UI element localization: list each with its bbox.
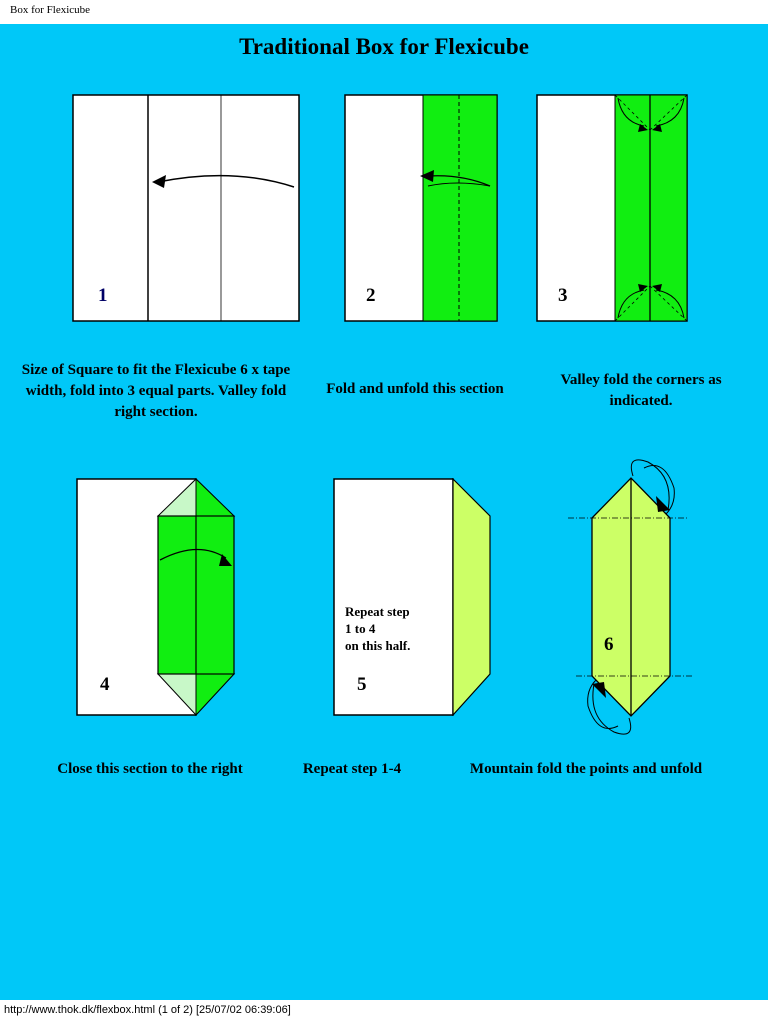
- step-5-note-line-3: on this half.: [345, 638, 411, 653]
- print-footer: http://www.thok.dk/flexbox.html (1 of 2) [25/07/02 06:39:06]: [4, 1004, 291, 1016]
- step-6-diagram: [566, 458, 696, 738]
- step-2-caption: Fold and unfold this section: [326, 381, 504, 397]
- step-3-diagram: [536, 94, 688, 322]
- step-4-caption: Close this section to the right: [57, 761, 243, 777]
- page-content: [0, 24, 768, 1000]
- step-2-number: 2: [366, 285, 376, 306]
- step-5-note-line-1: Repeat step: [345, 604, 410, 619]
- step-5-diagram: [333, 478, 493, 716]
- step-5-caption: Repeat step 1-4: [302, 761, 402, 777]
- step-3-number: 3: [558, 285, 568, 306]
- step-6-number: 6: [604, 634, 614, 655]
- step-5-note-line-2: 1 to 4: [345, 621, 376, 636]
- step-5-number: 5: [357, 674, 367, 695]
- step-6-caption: Mountain fold the points and unfold: [469, 761, 703, 777]
- step-3-caption: Valley fold the corners as indicated.: [560, 372, 722, 409]
- step-4-number: 4: [100, 674, 110, 695]
- step-1-number: 1: [98, 285, 108, 306]
- step-2-diagram: [344, 94, 498, 322]
- print-header: Box for Flexicube: [10, 4, 91, 16]
- step-1-caption: Size of Square to fit the Flexicube 6 x tape width, fold into 3 equal parts. Valley fold right section.: [21, 362, 291, 420]
- step-1-diagram: [72, 94, 300, 322]
- page-title: Traditional Box for Flexicube: [239, 34, 529, 59]
- step-4-diagram: [76, 478, 238, 716]
